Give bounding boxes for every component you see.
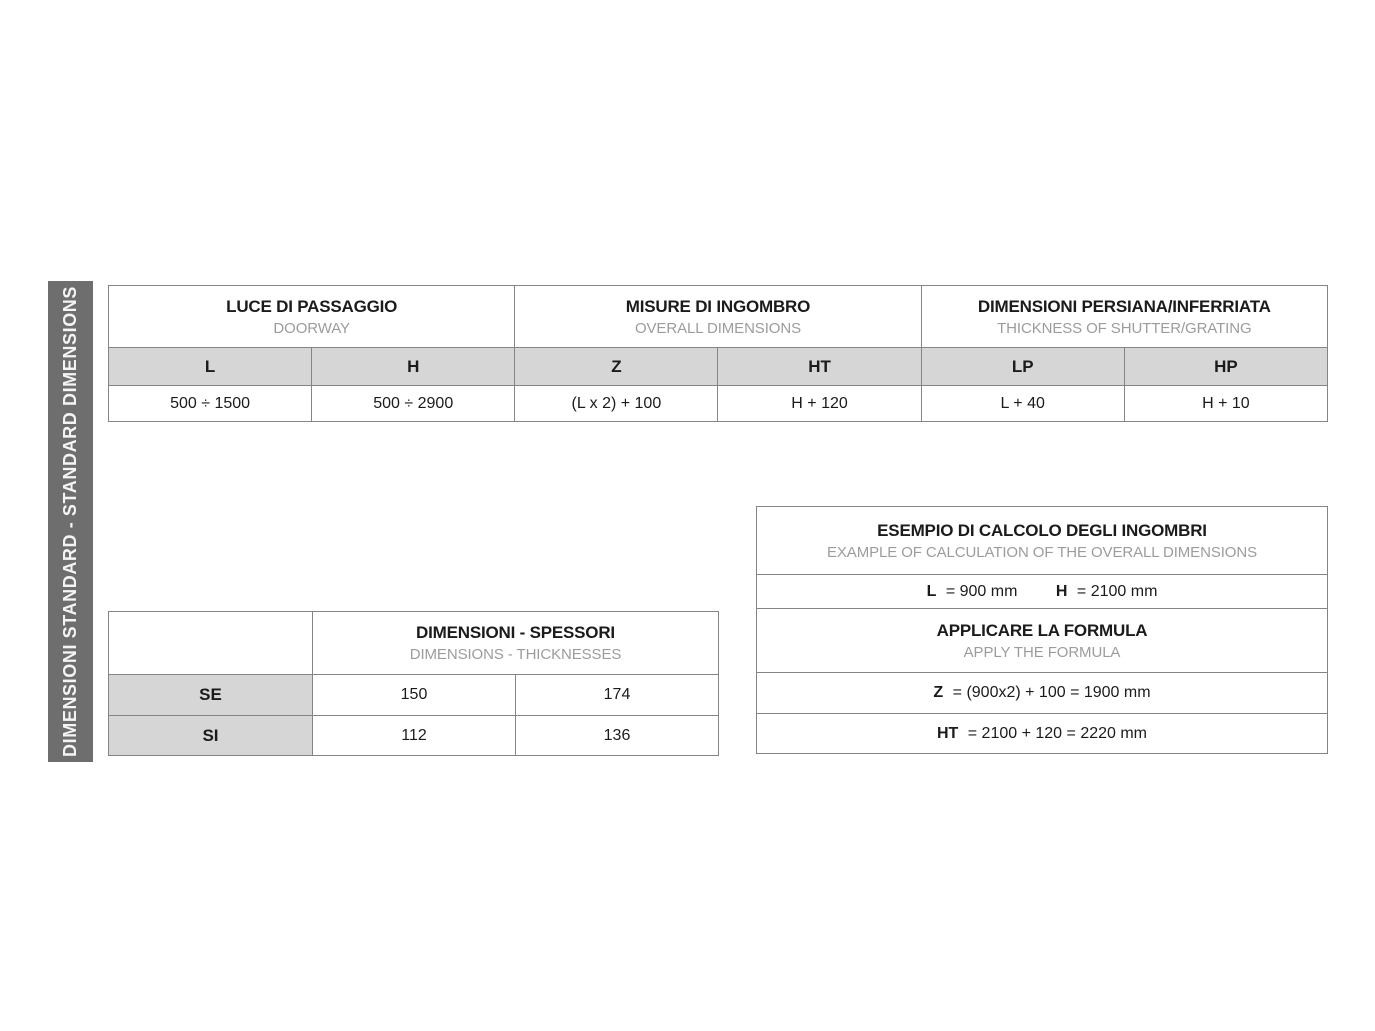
group-title-en: OVERALL DIMENSIONS (634, 319, 801, 337)
group-title-it: LUCE DI PASSAGGIO (226, 296, 398, 316)
table-title-en: EXAMPLE OF CALCULATION OF THE OVERALL DIMENSIONS (826, 543, 1258, 561)
formula-Z-label: Z (933, 684, 944, 701)
group-title-en: THICKNESS OF SHUTTER/GRATING (997, 319, 1252, 337)
value-SE-2: 174 (516, 675, 719, 716)
value-HT: H + 120 (718, 386, 921, 422)
group-header-doorway (109, 286, 515, 348)
value-SI-2: 136 (516, 716, 719, 756)
col-header-Z: Z (515, 348, 718, 386)
section-banner-label: DIMENSIONI STANDARD - STANDARD DIMENSIONS (60, 286, 80, 757)
table-title-it: DIMENSIONI - SPESSORI (416, 623, 615, 642)
formula-title-en: APPLY THE FORMULA (963, 643, 1121, 661)
formula-header (757, 609, 1328, 673)
example-table-header (757, 507, 1328, 575)
input-L-label: L (926, 582, 937, 600)
col-header-HP: HP (1124, 348, 1327, 386)
value-Z: (L x 2) + 100 (515, 386, 718, 422)
value-HP: H + 10 (1124, 386, 1327, 422)
col-header-L: L (109, 348, 312, 386)
thickness-table-header (313, 612, 719, 675)
col-header-HT: HT (718, 348, 921, 386)
empty-cell (109, 612, 313, 675)
value-LP: L + 40 (921, 386, 1124, 422)
value-H: 500 ÷ 2900 (312, 386, 515, 422)
group-title-en: DOORWAY (273, 319, 350, 337)
formula-HT-row (757, 714, 1328, 754)
formula-Z-text: = (900x2) + 100 = 1900 mm (952, 684, 1151, 701)
example-inputs-row (757, 575, 1328, 609)
value-SE-1: 150 (313, 675, 516, 716)
formula-title-it: APPLICARE LA FORMULA (936, 620, 1148, 640)
row-label-SE: SE (109, 675, 313, 716)
row-label-SI: SI (109, 716, 313, 756)
value-L: 500 ÷ 1500 (109, 386, 312, 422)
thickness-table (108, 611, 719, 756)
group-header-overall-dimensions (515, 286, 921, 348)
input-L-value: = 900 mm (945, 582, 1018, 600)
value-SI-1: 112 (313, 716, 516, 756)
calculation-example-table (756, 506, 1328, 754)
group-header-shutter-thickness (921, 286, 1327, 348)
formula-Z-row (757, 673, 1328, 714)
table-title-en: DIMENSIONS - THICKNESSES (409, 646, 622, 663)
col-header-H: H (312, 348, 515, 386)
formula-HT-label: HT (936, 724, 959, 742)
input-H-value: = 2100 mm (1076, 582, 1158, 600)
table-title-it: ESEMPIO DI CALCOLO DEGLI INGOMBRI (877, 520, 1207, 540)
group-title-it: MISURE DI INGOMBRO (625, 296, 811, 316)
formula-HT-text: = 2100 + 120 = 2220 mm (967, 724, 1148, 742)
input-H-label: H (1055, 582, 1068, 600)
col-header-LP: LP (921, 348, 1124, 386)
standard-dimensions-table (108, 285, 1328, 422)
section-banner (48, 281, 93, 762)
group-title-it: DIMENSIONI PERSIANA/INFERRIATA (977, 296, 1271, 316)
